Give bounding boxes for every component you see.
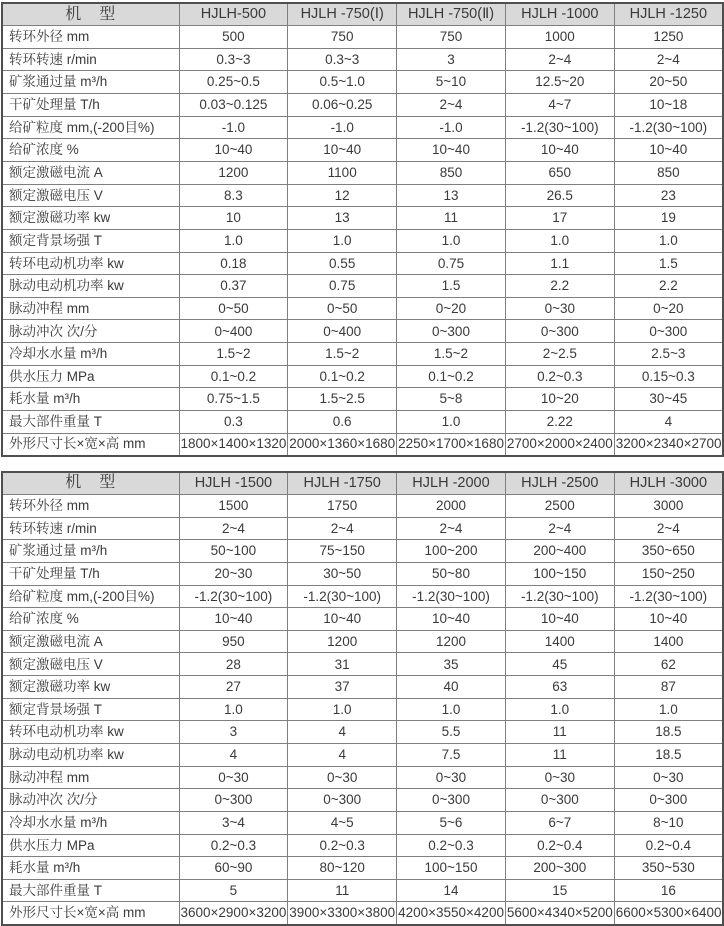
spec-value: 4 bbox=[179, 744, 288, 767]
spec-value: 1.0 bbox=[397, 229, 506, 252]
spec-value: 11 bbox=[288, 879, 397, 902]
spec-value: 17 bbox=[505, 207, 614, 230]
spec-value: 2~4 bbox=[179, 517, 288, 540]
spec-value: 14 bbox=[397, 879, 506, 902]
spec-row bbox=[2, 365, 723, 388]
spec-value: 2000×1360×1680 bbox=[288, 433, 397, 456]
spec-value: 2.22 bbox=[505, 411, 614, 434]
model-header: HJLH -2000 bbox=[397, 472, 506, 495]
spec-row bbox=[2, 275, 723, 298]
spec-label: 给矿浓度 % bbox=[2, 608, 179, 631]
spec-value: 0.55 bbox=[288, 252, 397, 275]
spec-value: 40 bbox=[397, 676, 506, 699]
spec-label: 脉动冲程 mm bbox=[2, 766, 179, 789]
spec-row bbox=[2, 766, 723, 789]
spec-value: 1.5~2.5 bbox=[288, 388, 397, 411]
spec-value: 0~300 bbox=[288, 789, 397, 812]
spec-row bbox=[2, 71, 723, 94]
spec-value: 2.2 bbox=[505, 275, 614, 298]
spec-value: 8~10 bbox=[614, 811, 723, 834]
spec-value: 1.0 bbox=[288, 698, 397, 721]
spec-value: 10 bbox=[179, 207, 288, 230]
header-row bbox=[2, 3, 723, 26]
spec-value: 0.75~1.5 bbox=[179, 388, 288, 411]
spec-label: 额定激磁电流 A bbox=[2, 630, 179, 653]
spec-value: 0~50 bbox=[288, 297, 397, 320]
spec-value: 4~5 bbox=[288, 811, 397, 834]
spec-value: -1.2(30~100) bbox=[288, 585, 397, 608]
spec-value: 0.2~0.4 bbox=[614, 834, 723, 857]
spec-value: 1200 bbox=[179, 161, 288, 184]
spec-value: 1750 bbox=[288, 494, 397, 517]
spec-label: 给矿浓度 % bbox=[2, 139, 179, 162]
spec-value: 1200 bbox=[288, 630, 397, 653]
model-header: HJLH-500 bbox=[179, 3, 288, 26]
spec-value: 0~400 bbox=[288, 320, 397, 343]
spec-label: 额定激磁电压 V bbox=[2, 184, 179, 207]
spec-value: 12.5~20 bbox=[505, 71, 614, 94]
spec-value: 80~120 bbox=[288, 857, 397, 880]
spec-value: 50~80 bbox=[397, 562, 506, 585]
spec-row bbox=[2, 184, 723, 207]
spec-value: 4 bbox=[614, 411, 723, 434]
spec-row bbox=[2, 902, 723, 925]
spec-value: -1.2(30~100) bbox=[397, 585, 506, 608]
spec-value: 200~400 bbox=[505, 540, 614, 563]
spec-value: 3 bbox=[179, 721, 288, 744]
spec-value: -1.0 bbox=[397, 116, 506, 139]
spec-value: 11 bbox=[505, 721, 614, 744]
spec-label: 耗水量 m³/h bbox=[2, 388, 179, 411]
spec-value: 10~40 bbox=[505, 608, 614, 631]
spec-value: -1.2(30~100) bbox=[614, 585, 723, 608]
spec-value: 10~40 bbox=[505, 139, 614, 162]
spec-value: 60~90 bbox=[179, 857, 288, 880]
spec-value: 10~40 bbox=[288, 139, 397, 162]
spec-row bbox=[2, 388, 723, 411]
spec-value: 20~30 bbox=[179, 562, 288, 585]
spec-value: 0.37 bbox=[179, 275, 288, 298]
spec-value: 0.25~0.5 bbox=[179, 71, 288, 94]
spec-value: 6600×5300×6400 bbox=[614, 902, 723, 925]
spec-value: 1.5~2 bbox=[288, 343, 397, 366]
spec-value: 0~300 bbox=[614, 320, 723, 343]
spec-value: 1400 bbox=[614, 630, 723, 653]
spec-value: 3~4 bbox=[179, 811, 288, 834]
spec-value: 200~300 bbox=[505, 857, 614, 880]
spec-value: 350~530 bbox=[614, 857, 723, 880]
spec-value: 0.18 bbox=[179, 252, 288, 275]
spec-value: -1.2(30~100) bbox=[614, 116, 723, 139]
spec-row bbox=[2, 320, 723, 343]
spec-value: 0.3~3 bbox=[288, 48, 397, 71]
spec-label: 额定激磁功率 kw bbox=[2, 207, 179, 230]
spec-value: 750 bbox=[397, 26, 506, 49]
spec-value: 10~40 bbox=[288, 608, 397, 631]
spec-label: 转环转速 r/min bbox=[2, 517, 179, 540]
spec-value: 0.3~3 bbox=[179, 48, 288, 71]
spec-value: 950 bbox=[179, 630, 288, 653]
model-header: HJLH -750(Ⅰ) bbox=[288, 3, 397, 26]
spec-value: 4200×3550×4200 bbox=[397, 902, 506, 925]
spec-value: 2~4 bbox=[288, 517, 397, 540]
spec-label: 额定背景场强 T bbox=[2, 229, 179, 252]
spec-value: 0.1~0.2 bbox=[288, 365, 397, 388]
spec-value: 2500 bbox=[505, 494, 614, 517]
model-header: HJLH -1500 bbox=[179, 472, 288, 495]
spec-value: 2000 bbox=[397, 494, 506, 517]
spec-value: 1.0 bbox=[397, 698, 506, 721]
spec-value: 7.5 bbox=[397, 744, 506, 767]
spec-row bbox=[2, 721, 723, 744]
spec-label: 矿浆通过量 m³/h bbox=[2, 71, 179, 94]
spec-value: 15 bbox=[505, 879, 614, 902]
spec-value: 10~40 bbox=[179, 608, 288, 631]
spec-value: 8.3 bbox=[179, 184, 288, 207]
spec-value: 0.3 bbox=[179, 411, 288, 434]
spec-value: 0.75 bbox=[397, 252, 506, 275]
spec-value: 35 bbox=[397, 653, 506, 676]
spec-value: 0~20 bbox=[614, 297, 723, 320]
spec-label: 转环外径 mm bbox=[2, 494, 179, 517]
spec-value: 20~50 bbox=[614, 71, 723, 94]
spec-value: 4 bbox=[288, 744, 397, 767]
spec-value: 0.75 bbox=[288, 275, 397, 298]
spec-value: 5.5 bbox=[397, 721, 506, 744]
spec-value: 0.1~0.2 bbox=[397, 365, 506, 388]
spec-row bbox=[2, 834, 723, 857]
spec-value: -1.2(30~100) bbox=[505, 585, 614, 608]
spec-value: 11 bbox=[397, 207, 506, 230]
spec-row bbox=[2, 879, 723, 902]
spec-value: 18.5 bbox=[614, 721, 723, 744]
spec-value: 650 bbox=[505, 161, 614, 184]
spec-row bbox=[2, 26, 723, 49]
spec-value: 62 bbox=[614, 653, 723, 676]
spec-value: 10~40 bbox=[614, 139, 723, 162]
spec-value: 500 bbox=[179, 26, 288, 49]
spec-value: 4~7 bbox=[505, 94, 614, 117]
spec-value: 0~30 bbox=[505, 766, 614, 789]
spec-value: 0.2~0.4 bbox=[505, 834, 614, 857]
spec-value: 850 bbox=[614, 161, 723, 184]
spec-value: 1.5~2 bbox=[397, 343, 506, 366]
spec-value: 1200 bbox=[397, 630, 506, 653]
model-header: HJLH -3000 bbox=[614, 472, 723, 495]
spec-value: 1.0 bbox=[505, 229, 614, 252]
spec-row bbox=[2, 789, 723, 812]
spec-value: 1.0 bbox=[505, 698, 614, 721]
spec-value: 0~30 bbox=[505, 297, 614, 320]
spec-value: 0.2~0.3 bbox=[179, 834, 288, 857]
spec-row bbox=[2, 48, 723, 71]
spec-value: 1.0 bbox=[614, 229, 723, 252]
spec-value: 5 bbox=[179, 879, 288, 902]
spec-value: 5~10 bbox=[397, 71, 506, 94]
spec-row bbox=[2, 116, 723, 139]
spec-value: 0.03~0.125 bbox=[179, 94, 288, 117]
spec-row bbox=[2, 297, 723, 320]
spec-value: 350~650 bbox=[614, 540, 723, 563]
spec-value: 26.5 bbox=[505, 184, 614, 207]
spec-value: 3 bbox=[397, 48, 506, 71]
spec-row bbox=[2, 161, 723, 184]
spec-value: 0.1~0.2 bbox=[179, 365, 288, 388]
spec-label: 供水压力 MPa bbox=[2, 365, 179, 388]
spec-label: 干矿处理量 T/h bbox=[2, 562, 179, 585]
spec-value: 1400 bbox=[505, 630, 614, 653]
spec-value: 0~300 bbox=[397, 320, 506, 343]
spec-value: 1.0 bbox=[179, 229, 288, 252]
spec-label: 外形尺寸长×宽×高 mm bbox=[2, 433, 179, 456]
spec-row bbox=[2, 343, 723, 366]
spec-value: 4 bbox=[288, 721, 397, 744]
spec-value: 1.5 bbox=[614, 252, 723, 275]
spec-label: 最大部件重量 T bbox=[2, 411, 179, 434]
spec-row bbox=[2, 540, 723, 563]
spec-value: 23 bbox=[614, 184, 723, 207]
spec-value: 2~2.5 bbox=[505, 343, 614, 366]
spec-value: 1.5 bbox=[397, 275, 506, 298]
spec-label: 干矿处理量 T/h bbox=[2, 94, 179, 117]
spec-value: 0.2~0.3 bbox=[505, 365, 614, 388]
spec-value: 2250×1700×1680 bbox=[397, 433, 506, 456]
spec-row bbox=[2, 139, 723, 162]
spec-value: 3000 bbox=[614, 494, 723, 517]
spec-value: 75~150 bbox=[288, 540, 397, 563]
spec-value: 10~40 bbox=[397, 139, 506, 162]
spec-value: 850 bbox=[397, 161, 506, 184]
spec-row bbox=[2, 207, 723, 230]
spec-value: 10~20 bbox=[505, 388, 614, 411]
spec-value: 1.0 bbox=[397, 411, 506, 434]
spec-value: 3600×2900×3200 bbox=[179, 902, 288, 925]
spec-row bbox=[2, 630, 723, 653]
spec-row bbox=[2, 653, 723, 676]
spec-value: 2~4 bbox=[397, 94, 506, 117]
spec-value: 1000 bbox=[505, 26, 614, 49]
spec-value: 1.5~2 bbox=[179, 343, 288, 366]
spec-label: 转环转速 r/min bbox=[2, 48, 179, 71]
model-header: HJLH -2500 bbox=[505, 472, 614, 495]
spec-value: 19 bbox=[614, 207, 723, 230]
spec-row bbox=[2, 585, 723, 608]
spec-value: 0~30 bbox=[614, 766, 723, 789]
spec-value: 0~300 bbox=[505, 320, 614, 343]
spec-label: 脉动电动机功率 kw bbox=[2, 744, 179, 767]
spec-row bbox=[2, 252, 723, 275]
spec-label: 供水压力 MPa bbox=[2, 834, 179, 857]
spec-label: 外形尺寸长×宽×高 mm bbox=[2, 902, 179, 925]
spec-value: 50~100 bbox=[179, 540, 288, 563]
spec-value: 30~50 bbox=[288, 562, 397, 585]
spec-value: 750 bbox=[288, 26, 397, 49]
spec-value: 0~400 bbox=[179, 320, 288, 343]
spec-value: 30~45 bbox=[614, 388, 723, 411]
spec-row bbox=[2, 94, 723, 117]
spec-label: 矿浆通过量 m³/h bbox=[2, 540, 179, 563]
spec-label: 脉动冲程 mm bbox=[2, 297, 179, 320]
spec-label: 额定激磁电流 A bbox=[2, 161, 179, 184]
spec-value: 87 bbox=[614, 676, 723, 699]
spec-value: 0~300 bbox=[397, 789, 506, 812]
spec-label: 耗水量 m³/h bbox=[2, 857, 179, 880]
spec-value: 2~4 bbox=[505, 48, 614, 71]
spec-value: 12 bbox=[288, 184, 397, 207]
spec-value: 5~8 bbox=[397, 388, 506, 411]
spec-value: 150~250 bbox=[614, 562, 723, 585]
spec-value: 0~300 bbox=[614, 789, 723, 812]
spec-value: 18.5 bbox=[614, 744, 723, 767]
spec-value: 10~18 bbox=[614, 94, 723, 117]
spec-label: 冷却水水量 m³/h bbox=[2, 811, 179, 834]
spec-value: 0.15~0.3 bbox=[614, 365, 723, 388]
spec-value: 10~40 bbox=[397, 608, 506, 631]
spec-value: 5600×4340×5200 bbox=[505, 902, 614, 925]
spec-label: 转环电动机功率 kw bbox=[2, 721, 179, 744]
spec-value: 27 bbox=[179, 676, 288, 699]
spec-label: 给矿粒度 mm,(-200目%) bbox=[2, 116, 179, 139]
spec-value: 11 bbox=[505, 744, 614, 767]
spec-value: 37 bbox=[288, 676, 397, 699]
spec-table-lower bbox=[1, 471, 724, 926]
spec-value: 1250 bbox=[614, 26, 723, 49]
spec-value: 13 bbox=[288, 207, 397, 230]
spec-value: 100~150 bbox=[505, 562, 614, 585]
spec-label: 冷却水水量 m³/h bbox=[2, 343, 179, 366]
header-row bbox=[2, 472, 723, 495]
spec-value: 0.2~0.3 bbox=[397, 834, 506, 857]
spec-value: 100~150 bbox=[397, 857, 506, 880]
spec-label: 转环外径 mm bbox=[2, 26, 179, 49]
spec-value: 45 bbox=[505, 653, 614, 676]
spec-value: 16 bbox=[614, 879, 723, 902]
spec-value: 0~20 bbox=[397, 297, 506, 320]
model-header: HJLH -750(Ⅱ) bbox=[397, 3, 506, 26]
model-header: HJLH -1750 bbox=[288, 472, 397, 495]
spec-value: 3900×3300×3800 bbox=[288, 902, 397, 925]
spec-value: 1100 bbox=[288, 161, 397, 184]
spec-row bbox=[2, 229, 723, 252]
spec-label: 额定激磁功率 kw bbox=[2, 676, 179, 699]
spec-value: 0~300 bbox=[505, 789, 614, 812]
spec-value: 1.0 bbox=[179, 698, 288, 721]
spec-value: 13 bbox=[397, 184, 506, 207]
spec-row bbox=[2, 857, 723, 880]
spec-label: 最大部件重量 T bbox=[2, 879, 179, 902]
spec-value: 2~4 bbox=[505, 517, 614, 540]
spec-label: 转环电动机功率 kw bbox=[2, 252, 179, 275]
spec-row bbox=[2, 676, 723, 699]
spec-value: -1.0 bbox=[288, 116, 397, 139]
spec-label: 脉动冲次 次/分 bbox=[2, 789, 179, 812]
spec-value: -1.2(30~100) bbox=[179, 585, 288, 608]
spec-label: 脉动电动机功率 kw bbox=[2, 275, 179, 298]
spec-row bbox=[2, 433, 723, 456]
model-header: HJLH -1250 bbox=[614, 3, 723, 26]
spec-row bbox=[2, 517, 723, 540]
spec-value: 6~7 bbox=[505, 811, 614, 834]
spec-value: 2.5~3 bbox=[614, 343, 723, 366]
spec-value: 2700×2000×2400 bbox=[505, 433, 614, 456]
spec-row bbox=[2, 698, 723, 721]
model-type-header: 机 型 bbox=[2, 3, 179, 26]
spec-value: 3200×2340×2700 bbox=[614, 433, 723, 456]
spec-label: 脉动冲次 次/分 bbox=[2, 320, 179, 343]
spec-value: 2~4 bbox=[614, 48, 723, 71]
spec-value: 0.06~0.25 bbox=[288, 94, 397, 117]
model-header: HJLH -1000 bbox=[505, 3, 614, 26]
spec-value: 28 bbox=[179, 653, 288, 676]
spec-table-upper bbox=[1, 2, 724, 457]
spec-value: 0.2~0.3 bbox=[288, 834, 397, 857]
spec-row bbox=[2, 411, 723, 434]
spec-value: 10~40 bbox=[614, 608, 723, 631]
spec-value: 1.1 bbox=[505, 252, 614, 275]
spec-row bbox=[2, 811, 723, 834]
spec-value: 31 bbox=[288, 653, 397, 676]
spec-value: 0~30 bbox=[288, 766, 397, 789]
spec-value: 63 bbox=[505, 676, 614, 699]
model-type-header: 机 型 bbox=[2, 472, 179, 495]
spec-value: -1.0 bbox=[179, 116, 288, 139]
spec-row bbox=[2, 744, 723, 767]
spec-value: 100~200 bbox=[397, 540, 506, 563]
spec-value: 0~30 bbox=[179, 766, 288, 789]
spec-value: 2~4 bbox=[614, 517, 723, 540]
spec-value: 1.0 bbox=[288, 229, 397, 252]
spec-row bbox=[2, 608, 723, 631]
spec-value: 0.6 bbox=[288, 411, 397, 434]
spec-value: 5~6 bbox=[397, 811, 506, 834]
spec-value: 2~4 bbox=[397, 517, 506, 540]
spec-label: 额定背景场强 T bbox=[2, 698, 179, 721]
spec-label: 额定激磁电压 V bbox=[2, 653, 179, 676]
spec-row bbox=[2, 494, 723, 517]
spec-value: 2.2 bbox=[614, 275, 723, 298]
spec-value: 0~30 bbox=[397, 766, 506, 789]
spec-value: 1.0 bbox=[614, 698, 723, 721]
spec-value: -1.2(30~100) bbox=[505, 116, 614, 139]
spec-label: 给矿粒度 mm,(-200目%) bbox=[2, 585, 179, 608]
spec-value: 1500 bbox=[179, 494, 288, 517]
spec-row bbox=[2, 562, 723, 585]
spec-value: 10~40 bbox=[179, 139, 288, 162]
spec-value: 1800×1400×1320 bbox=[179, 433, 288, 456]
spec-value: 0~50 bbox=[179, 297, 288, 320]
spec-value: 0.5~1.0 bbox=[288, 71, 397, 94]
spec-value: 0~300 bbox=[179, 789, 288, 812]
